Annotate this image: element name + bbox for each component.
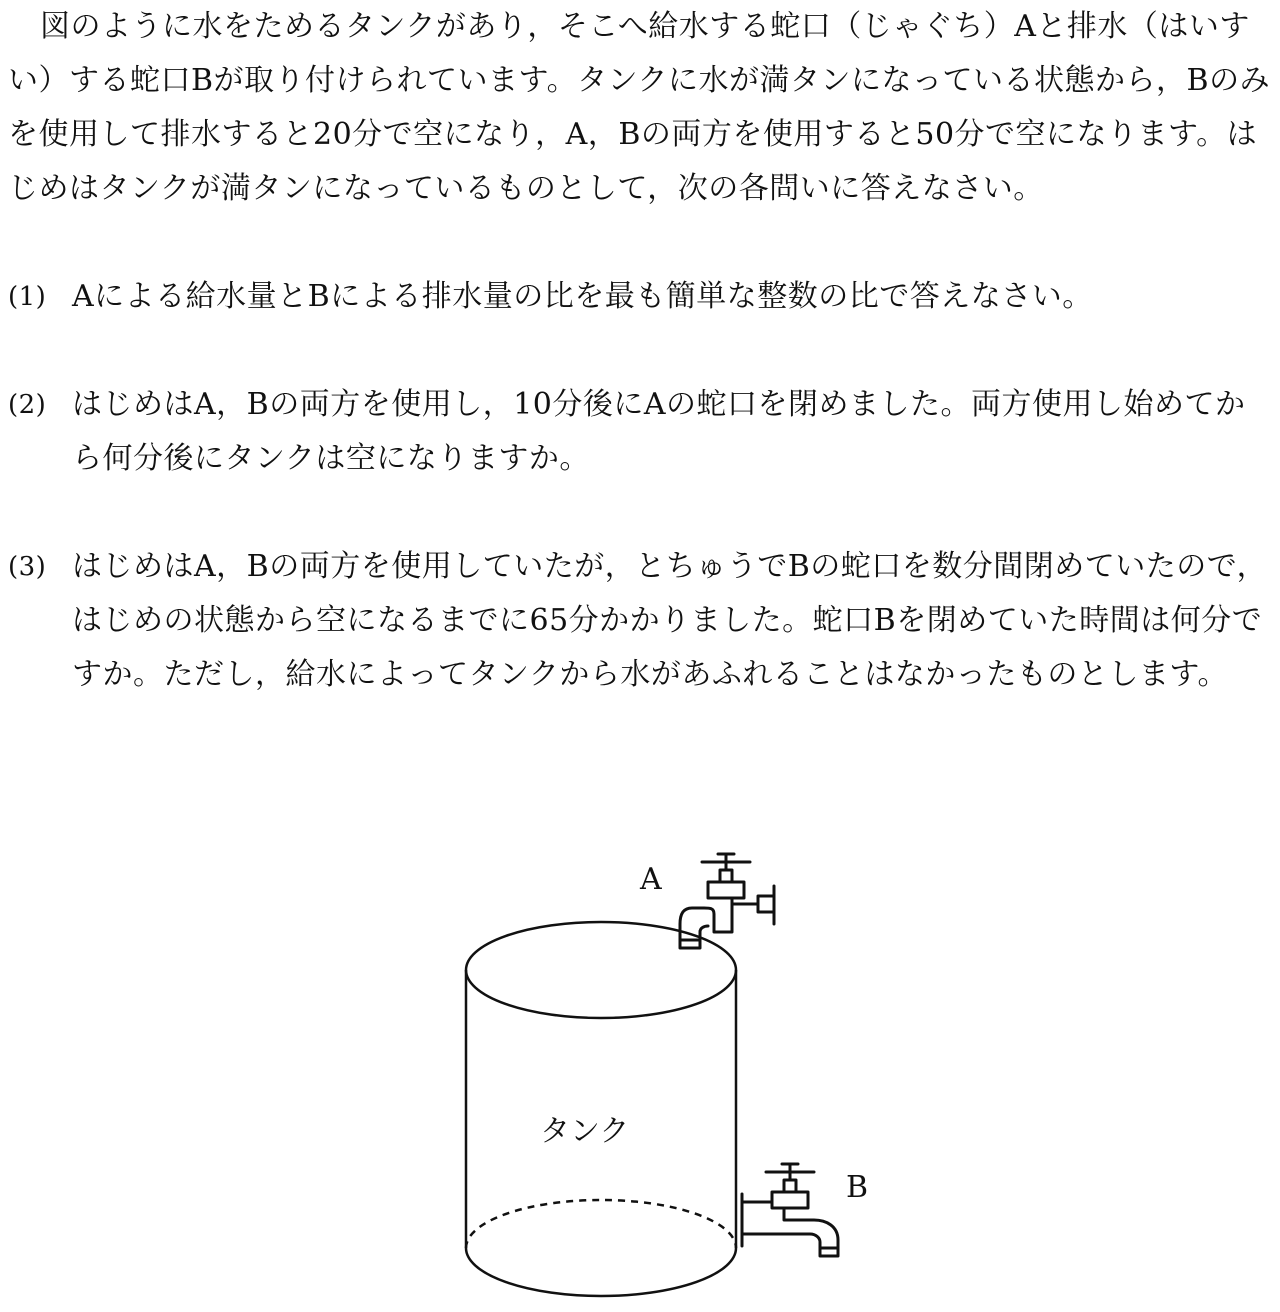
question-1-text: Aによる給水量とBによる排水量の比を最も簡単な整数の比で答えなさい。 [72, 279, 1093, 314]
tank-label: タンク [540, 1114, 630, 1149]
faucet-a-icon [680, 854, 774, 948]
faucet-a-label: A [640, 862, 662, 897]
question-3-text: はじめはA，Bの両方を使用していたが，とちゅうでBの蛇口を数分間閉めていたので，はじめの状態から空になるまでに65分かかりました。蛇口Bを閉めていた時間は何分ですか。ただし，給水によってタンクから水があふれることはなかったものとします。 [72, 549, 1268, 692]
tank-bottom-front-edge [466, 1248, 736, 1296]
question-2 [8, 378, 1276, 486]
problem-intro: 図のように水をためるタンクがあり，そこへ給水する蛇口（じゃぐち）Aと排水（はいすい）する蛇口Bが取り付けられています。タンクに水が満タンになっている状態から，Bのみを使用して排水すると20分で空になり，A，Bの両方を使用すると50分で空になります。はじめはタンクが満タンになっているものとして，次の各問いに答えなさい。 [8, 9, 1271, 206]
problem-text [8, 0, 1276, 702]
question-1 [8, 270, 1276, 324]
question-3-number: (3) [8, 552, 47, 582]
tank [466, 922, 736, 1296]
tank-top-rim [466, 922, 736, 1018]
question-1-number: (1) [8, 282, 47, 312]
faucet-b-icon [742, 1164, 838, 1256]
question-2-number: (2) [8, 390, 47, 420]
tank-bottom-hidden-edge [466, 1200, 736, 1248]
question-3 [8, 540, 1276, 702]
tank-figure [0, 800, 1280, 1312]
faucet-b-label: B [846, 1170, 869, 1205]
question-2-text: はじめはA，Bの両方を使用し，10分後にAの蛇口を閉めました。両方使用し始めてから何分後にタンクは空になりますか。 [72, 387, 1246, 476]
